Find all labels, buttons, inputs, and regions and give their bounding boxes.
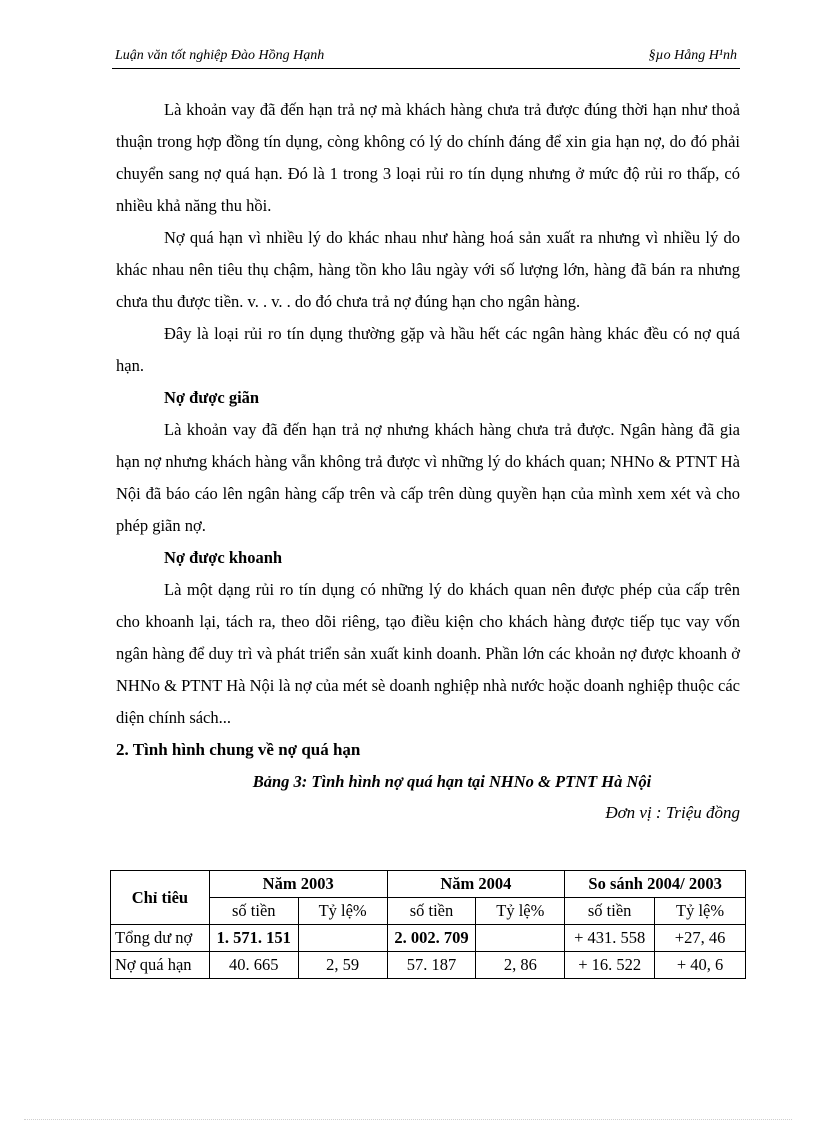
cell-ratio-2004 xyxy=(476,925,565,952)
header-year-2003: Năm 2003 xyxy=(209,871,387,898)
cell-ratio-2003: 2, 59 xyxy=(298,952,387,979)
heading-extended-debt: Nợ được giãn xyxy=(164,388,260,407)
cell-ratio-2003 xyxy=(298,925,387,952)
section-title: 2. Tình hình chung về nợ quá hạn xyxy=(116,740,361,759)
page-header xyxy=(112,46,740,69)
subheader-amount-2003: số tiền xyxy=(209,898,298,925)
header-chi-tieu: Chỉ tiêu xyxy=(111,871,210,925)
paragraph-frozen-debt: Là một dạng rủi ro tín dụng có những lý do khách quan nên được phép của cấp trên cho khoanh lại, tách ra, theo dõi riêng, tạo điều kiện cho khách hàng được tiếp tục vay vốn ngân hàng để duy trì và phát triển sản xuất kinh doanh. Phần lớn các khoản nợ được khoanh ở NHNo & PTNT Hà Nội là nợ của mét sè doanh nghiệp nhà nước hoặc doanh nghiệp thuộc các diện chính sách... xyxy=(116,580,740,727)
header-compare: So sánh 2004/ 2003 xyxy=(565,871,746,898)
paragraph-overdue-reasons: Nợ quá hạn vì nhiều lý do khác nhau như hàng hoá sản xuất ra nhưng vì nhiều lý do khác nhau nên tiêu thụ chậm, hàng tồn kho lâu ngày với số lượng lớn, hàng đã bán ra nhưng chưa thu được tiền. v. . v. . do đó chưa trả nợ đúng hạn cho ngân hàng. xyxy=(116,228,740,311)
cell-amount-2003: 1. 571. 151 xyxy=(209,925,298,952)
paragraph-overdue-common: Đây là loại rủi ro tín dụng thường gặp và hầu hết các ngân hàng khác đều có nợ quá hạn. xyxy=(116,324,740,375)
header-year-2004: Năm 2004 xyxy=(387,871,565,898)
cell-ratio-2004: 2, 86 xyxy=(476,952,565,979)
paragraph-extended-debt: Là khoản vay đã đến hạn trả nợ nhưng khách hàng chưa trả được. Ngân hàng đã gia hạn nợ nhưng khách hàng vẫn không trả được vì những lý do khách quan; NHNo & PTNT Hà Nội đã báo cáo lên ngân hàng cấp trên và cấp trên dùng quyền hạn của mình xem xét và cho phép giãn nợ. xyxy=(116,420,740,535)
row-label: Tổng dư nợ xyxy=(111,925,210,952)
cell-pct: + 40, 6 xyxy=(655,952,746,979)
cell-amount-2004: 2. 002. 709 xyxy=(387,925,476,952)
subheader-amount-2004: số tiền xyxy=(387,898,476,925)
subheader-amount-compare: số tiền xyxy=(565,898,655,925)
subheader-ratio-compare: Tỷ lệ% xyxy=(655,898,746,925)
heading-frozen-debt: Nợ được khoanh xyxy=(164,548,283,567)
table-caption: Bảng 3: Tình hình nợ quá hạn tại NHNo & PTNT Hà Nội xyxy=(252,772,652,791)
cell-amount-2003: 40. 665 xyxy=(209,952,298,979)
cell-amount-2004: 57. 187 xyxy=(387,952,476,979)
cell-diff: + 431. 558 xyxy=(565,925,655,952)
paragraph-overdue-definition: Là khoản vay đã đến hạn trả nợ mà khách hàng chưa trả được đúng thời hạn như thoả thuận trong hợp đồng tín dụng, còng không có lý do chính đáng để xin gia hạn nợ, do đó phải chuyển sang nợ quá hạn. Đó là 1 trong 3 loại rủi ro tín dụng nhưng ở mức độ rủi ro thấp, có nhiều khả năng thu hồi. xyxy=(116,100,740,215)
table-row xyxy=(111,952,746,979)
table-row xyxy=(111,925,746,952)
header-left-text: Luận văn tốt nghiệp Đào Hồng Hạnh xyxy=(115,48,325,63)
overdue-debt-table xyxy=(110,870,746,979)
subheader-ratio-2004: Tỷ lệ% xyxy=(476,898,565,925)
cell-pct: +27, 46 xyxy=(655,925,746,952)
cell-diff: + 16. 522 xyxy=(565,952,655,979)
document-body xyxy=(116,94,740,828)
table-header-row xyxy=(111,871,746,898)
subheader-ratio-2003: Tỷ lệ% xyxy=(298,898,387,925)
page-bottom-border xyxy=(24,1119,792,1120)
header-right-text: §µo Hång H¹nh xyxy=(648,48,737,63)
row-label: Nợ quá hạn xyxy=(111,952,210,979)
table-unit: Đơn vị : Triệu đồng xyxy=(605,803,740,822)
